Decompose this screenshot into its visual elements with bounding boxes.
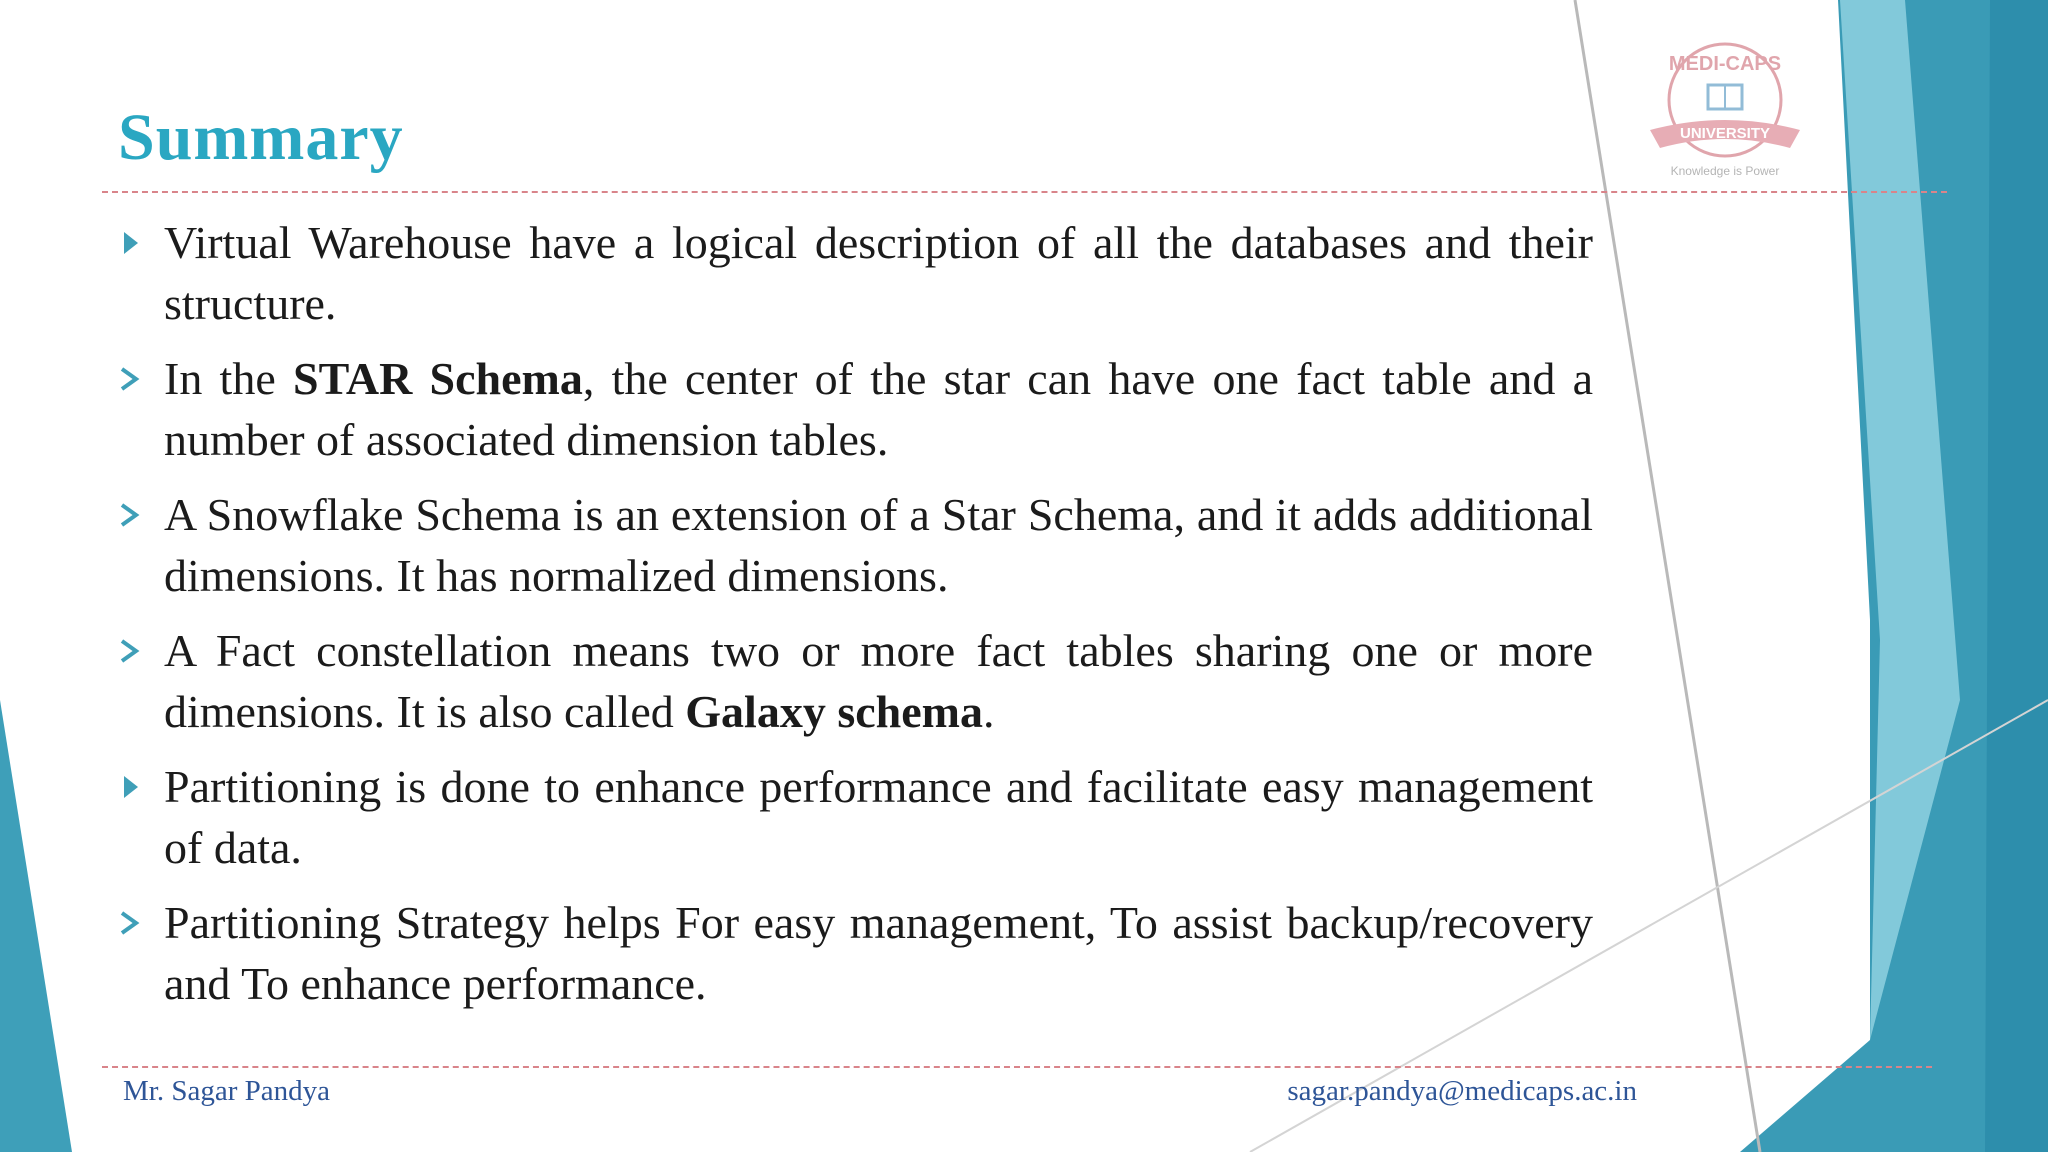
bullet-text: Virtual Warehouse have a logical description of all the databases and their structure. (164, 217, 1593, 329)
triangle-bullet-icon (118, 230, 142, 256)
left-teal-sliver (0, 700, 72, 1152)
triangle-bullet-icon (118, 774, 142, 800)
bullet-item (118, 484, 1593, 606)
bullet-bold-text: Galaxy schema (685, 686, 983, 737)
bullet-text: In the (164, 353, 294, 404)
bullet-text: . (982, 686, 995, 737)
author-name: Mr. Sagar Pandya (123, 1075, 330, 1107)
bullet-text: Partitioning is done to enhance performance and facilitate easy management of data. (164, 761, 1593, 873)
svg-text:UNIVERSITY: UNIVERSITY (1679, 125, 1771, 142)
author-email: sagar.pandya@medicaps.ac.in (1287, 1075, 1637, 1107)
chevron-bullet-icon (118, 910, 142, 936)
chevron-bullet-icon (118, 366, 142, 392)
title-divider (102, 191, 1947, 193)
footer-divider (102, 1066, 1932, 1068)
bullet-item (118, 892, 1593, 1014)
bullet-text: , the center of the star can have one fact table and a number of associated dimension tables. (164, 353, 1594, 465)
bullet-list (118, 212, 1593, 1028)
bullet-item (118, 212, 1593, 334)
bullet-text: A Snowflake Schema is an extension of a Star Schema, and it adds additional dimensions. It has normalized dimensions. (164, 489, 1593, 601)
bullet-item (118, 620, 1593, 742)
university-logo (1620, 30, 1830, 190)
svg-text:MEDI-CAPS: MEDI-CAPS (1668, 53, 1782, 75)
slide-title: Summary (118, 101, 404, 174)
bullet-text: A Fact constellation means two or more fact tables sharing one or more dimensions. It is also called (164, 625, 1593, 737)
right-teal-band-mid (1985, 0, 2048, 1152)
bullet-item (118, 348, 1593, 470)
bullet-text: Partitioning Strategy helps For easy management, To assist backup/recovery and To enhance performance. (164, 897, 1593, 1009)
bullet-item (118, 756, 1593, 878)
chevron-bullet-icon (118, 502, 142, 528)
svg-text:Knowledge is Power: Knowledge is Power (1670, 164, 1780, 178)
chevron-bullet-icon (118, 638, 142, 664)
bullet-bold-text: STAR Schema (293, 353, 583, 404)
